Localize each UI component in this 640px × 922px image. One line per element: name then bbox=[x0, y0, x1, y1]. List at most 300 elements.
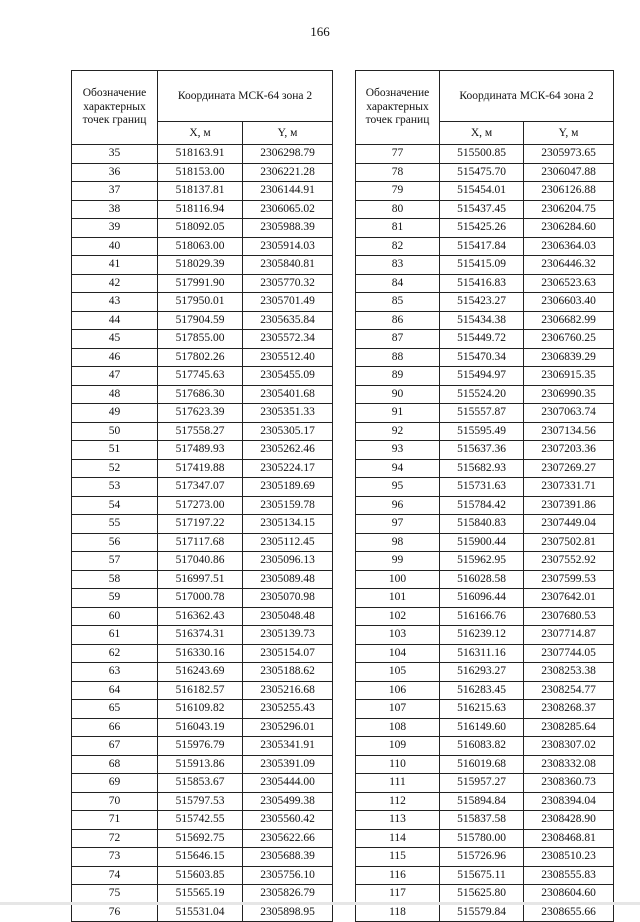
y-coordinate-cell: 2307391.86 bbox=[524, 496, 614, 515]
coord-system-header: Координата МСК-64 зона 2 bbox=[440, 71, 614, 122]
y-coordinate-cell: 2305296.01 bbox=[243, 718, 333, 737]
point-number-cell: 46 bbox=[72, 348, 158, 367]
table-row bbox=[72, 737, 333, 756]
y-coordinate-cell: 2307063.74 bbox=[524, 404, 614, 423]
y-coordinate-cell: 2305134.15 bbox=[243, 515, 333, 534]
table-row bbox=[356, 256, 614, 275]
point-number-cell: 96 bbox=[356, 496, 440, 515]
x-coordinate-cell: 515425.26 bbox=[440, 219, 524, 238]
y-coordinate-cell: 2307134.56 bbox=[524, 422, 614, 441]
table-row bbox=[72, 515, 333, 534]
y-coordinate-cell: 2306446.32 bbox=[524, 256, 614, 275]
y-coordinate-cell: 2307642.01 bbox=[524, 589, 614, 608]
table-row bbox=[356, 145, 614, 164]
x-coordinate-cell: 517273.00 bbox=[158, 496, 243, 515]
y-coordinate-cell: 2305189.69 bbox=[243, 478, 333, 497]
point-number-cell: 63 bbox=[72, 663, 158, 682]
y-coordinate-cell: 2306760.25 bbox=[524, 330, 614, 349]
y-coordinate-cell: 2306839.29 bbox=[524, 348, 614, 367]
table-row bbox=[356, 700, 614, 719]
y-coordinate-cell: 2305756.10 bbox=[243, 866, 333, 885]
x-coordinate-cell: 515900.44 bbox=[440, 533, 524, 552]
table-row bbox=[356, 219, 614, 238]
x-coordinate-cell: 515646.15 bbox=[158, 848, 243, 867]
y-coordinate-cell: 2305688.39 bbox=[243, 848, 333, 867]
x-coordinate-cell: 515726.96 bbox=[440, 848, 524, 867]
point-number-cell: 111 bbox=[356, 774, 440, 793]
point-number-cell: 83 bbox=[356, 256, 440, 275]
y-coordinate-cell: 2306126.88 bbox=[524, 182, 614, 201]
table-row bbox=[72, 885, 333, 904]
table-row bbox=[72, 293, 333, 312]
x-coordinate-cell: 517489.93 bbox=[158, 441, 243, 460]
x-coordinate-cell: 515682.93 bbox=[440, 459, 524, 478]
table-row bbox=[72, 330, 333, 349]
x-coordinate-cell: 517040.86 bbox=[158, 552, 243, 571]
table-row bbox=[356, 903, 614, 922]
y-coordinate-cell: 2307331.71 bbox=[524, 478, 614, 497]
point-column-header: Обозначение характерных точек границ bbox=[72, 71, 158, 145]
x-coordinate-cell: 515494.97 bbox=[440, 367, 524, 386]
y-coordinate-cell: 2306990.35 bbox=[524, 385, 614, 404]
table-row bbox=[356, 459, 614, 478]
table-row bbox=[72, 478, 333, 497]
table-row bbox=[72, 700, 333, 719]
y-coordinate-cell: 2305560.42 bbox=[243, 811, 333, 830]
table-row bbox=[356, 348, 614, 367]
x-coordinate-cell: 515957.27 bbox=[440, 774, 524, 793]
x-coordinate-cell: 516362.43 bbox=[158, 607, 243, 626]
point-number-cell: 70 bbox=[72, 792, 158, 811]
point-number-cell: 88 bbox=[356, 348, 440, 367]
point-number-cell: 108 bbox=[356, 718, 440, 737]
x-coordinate-cell: 516374.31 bbox=[158, 626, 243, 645]
point-number-cell: 95 bbox=[356, 478, 440, 497]
y-coordinate-cell: 2305216.68 bbox=[243, 681, 333, 700]
y-coordinate-cell: 2308555.83 bbox=[524, 866, 614, 885]
table-row bbox=[356, 311, 614, 330]
y-coordinate-cell: 2308655.66 bbox=[524, 903, 614, 922]
table-row bbox=[356, 607, 614, 626]
y-coordinate-cell: 2306603.40 bbox=[524, 293, 614, 312]
table-row bbox=[72, 848, 333, 867]
y-coordinate-cell: 2306364.03 bbox=[524, 237, 614, 256]
y-coordinate-cell: 2308253.38 bbox=[524, 663, 614, 682]
x-coordinate-cell: 515595.49 bbox=[440, 422, 524, 441]
table-row bbox=[356, 885, 614, 904]
point-number-cell: 92 bbox=[356, 422, 440, 441]
point-number-cell: 109 bbox=[356, 737, 440, 756]
table-row bbox=[356, 866, 614, 885]
point-number-cell: 52 bbox=[72, 459, 158, 478]
table-row bbox=[356, 200, 614, 219]
y-coordinate-cell: 2308428.90 bbox=[524, 811, 614, 830]
point-number-cell: 71 bbox=[72, 811, 158, 830]
table-row bbox=[356, 422, 614, 441]
point-number-cell: 75 bbox=[72, 885, 158, 904]
y-coordinate-cell: 2305826.79 bbox=[243, 885, 333, 904]
table-row bbox=[72, 274, 333, 293]
page-number: 166 bbox=[310, 24, 330, 39]
point-number-cell: 94 bbox=[356, 459, 440, 478]
table-row bbox=[72, 755, 333, 774]
table-row bbox=[72, 829, 333, 848]
x-coordinate-cell: 516997.51 bbox=[158, 570, 243, 589]
table-row bbox=[72, 219, 333, 238]
point-number-cell: 115 bbox=[356, 848, 440, 867]
table-row bbox=[356, 533, 614, 552]
x-coordinate-cell: 515565.19 bbox=[158, 885, 243, 904]
y-coordinate-cell: 2305154.07 bbox=[243, 644, 333, 663]
table-row bbox=[356, 570, 614, 589]
y-coordinate-cell: 2308510.23 bbox=[524, 848, 614, 867]
point-number-cell: 45 bbox=[72, 330, 158, 349]
x-coordinate-cell: 515675.11 bbox=[440, 866, 524, 885]
table-row bbox=[356, 552, 614, 571]
table-row bbox=[356, 293, 614, 312]
y-column-header: Y, м bbox=[243, 122, 333, 145]
point-number-cell: 55 bbox=[72, 515, 158, 534]
y-coordinate-cell: 2306284.60 bbox=[524, 219, 614, 238]
x-coordinate-cell: 515557.87 bbox=[440, 404, 524, 423]
x-column-header: X, м bbox=[158, 122, 243, 145]
y-coordinate-cell: 2308254.77 bbox=[524, 681, 614, 700]
point-number-cell: 69 bbox=[72, 774, 158, 793]
table-row bbox=[356, 237, 614, 256]
x-coordinate-cell: 516283.45 bbox=[440, 681, 524, 700]
table-row bbox=[72, 626, 333, 645]
table-row bbox=[72, 441, 333, 460]
y-coordinate-cell: 2305914.03 bbox=[243, 237, 333, 256]
coordinates-table-right bbox=[355, 70, 614, 922]
x-coordinate-cell: 518153.00 bbox=[158, 163, 243, 182]
table-row bbox=[356, 441, 614, 460]
x-coordinate-cell: 515470.34 bbox=[440, 348, 524, 367]
y-coordinate-cell: 2305255.43 bbox=[243, 700, 333, 719]
x-coordinate-cell: 515579.84 bbox=[440, 903, 524, 922]
x-coordinate-cell: 518137.81 bbox=[158, 182, 243, 201]
y-coordinate-cell: 2306523.63 bbox=[524, 274, 614, 293]
x-coordinate-cell: 517419.88 bbox=[158, 459, 243, 478]
x-coordinate-cell: 516311.16 bbox=[440, 644, 524, 663]
y-coordinate-cell: 2308268.37 bbox=[524, 700, 614, 719]
table-row bbox=[356, 811, 614, 830]
y-coordinate-cell: 2306144.91 bbox=[243, 182, 333, 201]
table-row bbox=[72, 367, 333, 386]
y-coordinate-cell: 2305096.13 bbox=[243, 552, 333, 571]
point-number-cell: 64 bbox=[72, 681, 158, 700]
table-row bbox=[72, 237, 333, 256]
table-row bbox=[356, 663, 614, 682]
y-coordinate-cell: 2306915.35 bbox=[524, 367, 614, 386]
y-coordinate-cell: 2308307.02 bbox=[524, 737, 614, 756]
x-coordinate-cell: 515415.09 bbox=[440, 256, 524, 275]
table-row bbox=[72, 663, 333, 682]
point-number-cell: 48 bbox=[72, 385, 158, 404]
x-coordinate-cell: 515437.45 bbox=[440, 200, 524, 219]
point-number-cell: 51 bbox=[72, 441, 158, 460]
point-number-cell: 61 bbox=[72, 626, 158, 645]
x-coordinate-cell: 517855.00 bbox=[158, 330, 243, 349]
y-coordinate-cell: 2308468.81 bbox=[524, 829, 614, 848]
point-number-cell: 41 bbox=[72, 256, 158, 275]
point-number-cell: 62 bbox=[72, 644, 158, 663]
x-coordinate-cell: 515853.67 bbox=[158, 774, 243, 793]
y-coordinate-cell: 2305635.84 bbox=[243, 311, 333, 330]
point-number-cell: 80 bbox=[356, 200, 440, 219]
point-number-cell: 84 bbox=[356, 274, 440, 293]
point-number-cell: 60 bbox=[72, 607, 158, 626]
x-coordinate-cell: 518063.00 bbox=[158, 237, 243, 256]
y-coordinate-cell: 2305159.78 bbox=[243, 496, 333, 515]
x-coordinate-cell: 517991.90 bbox=[158, 274, 243, 293]
x-coordinate-cell: 516243.69 bbox=[158, 663, 243, 682]
x-coordinate-cell: 518163.91 bbox=[158, 145, 243, 164]
x-coordinate-cell: 515500.85 bbox=[440, 145, 524, 164]
point-number-cell: 99 bbox=[356, 552, 440, 571]
x-coordinate-cell: 515423.27 bbox=[440, 293, 524, 312]
point-number-cell: 38 bbox=[72, 200, 158, 219]
y-coordinate-cell: 2308360.73 bbox=[524, 774, 614, 793]
point-number-cell: 35 bbox=[72, 145, 158, 164]
y-coordinate-cell: 2307680.53 bbox=[524, 607, 614, 626]
y-coordinate-cell: 2305089.48 bbox=[243, 570, 333, 589]
point-number-cell: 104 bbox=[356, 644, 440, 663]
point-number-cell: 58 bbox=[72, 570, 158, 589]
y-coordinate-cell: 2305499.38 bbox=[243, 792, 333, 811]
y-coordinate-cell: 2307502.81 bbox=[524, 533, 614, 552]
x-coordinate-cell: 515475.70 bbox=[440, 163, 524, 182]
point-number-cell: 79 bbox=[356, 182, 440, 201]
y-coordinate-cell: 2305305.17 bbox=[243, 422, 333, 441]
y-coordinate-cell: 2305973.65 bbox=[524, 145, 614, 164]
point-number-cell: 72 bbox=[72, 829, 158, 848]
table-row bbox=[72, 256, 333, 275]
point-number-cell: 107 bbox=[356, 700, 440, 719]
point-number-cell: 93 bbox=[356, 441, 440, 460]
x-coordinate-cell: 517347.07 bbox=[158, 478, 243, 497]
table-row bbox=[72, 496, 333, 515]
x-coordinate-cell: 515692.75 bbox=[158, 829, 243, 848]
table-row bbox=[356, 774, 614, 793]
table-row bbox=[72, 533, 333, 552]
y-coordinate-cell: 2305139.73 bbox=[243, 626, 333, 645]
point-number-cell: 53 bbox=[72, 478, 158, 497]
x-coordinate-cell: 516166.76 bbox=[440, 607, 524, 626]
table-row bbox=[72, 644, 333, 663]
table-row bbox=[356, 478, 614, 497]
x-coordinate-cell: 515962.95 bbox=[440, 552, 524, 571]
x-coordinate-cell: 517802.26 bbox=[158, 348, 243, 367]
y-coordinate-cell: 2305262.46 bbox=[243, 441, 333, 460]
y-coordinate-cell: 2308604.60 bbox=[524, 885, 614, 904]
point-number-cell: 74 bbox=[72, 866, 158, 885]
y-coordinate-cell: 2305188.62 bbox=[243, 663, 333, 682]
table-row bbox=[356, 515, 614, 534]
y-coordinate-cell: 2308332.08 bbox=[524, 755, 614, 774]
point-number-cell: 82 bbox=[356, 237, 440, 256]
y-coordinate-cell: 2305898.95 bbox=[243, 903, 333, 922]
x-coordinate-cell: 515531.04 bbox=[158, 903, 243, 922]
x-coordinate-cell: 516330.16 bbox=[158, 644, 243, 663]
table-row bbox=[356, 718, 614, 737]
point-number-cell: 86 bbox=[356, 311, 440, 330]
table-row bbox=[356, 274, 614, 293]
y-coordinate-cell: 2305622.66 bbox=[243, 829, 333, 848]
table-row bbox=[72, 422, 333, 441]
y-coordinate-cell: 2305224.17 bbox=[243, 459, 333, 478]
x-coordinate-cell: 516149.60 bbox=[440, 718, 524, 737]
y-coordinate-cell: 2305572.34 bbox=[243, 330, 333, 349]
point-number-cell: 89 bbox=[356, 367, 440, 386]
point-number-cell: 54 bbox=[72, 496, 158, 515]
point-number-cell: 49 bbox=[72, 404, 158, 423]
y-coordinate-cell: 2305351.33 bbox=[243, 404, 333, 423]
point-number-cell: 39 bbox=[72, 219, 158, 238]
point-number-cell: 87 bbox=[356, 330, 440, 349]
point-number-cell: 110 bbox=[356, 755, 440, 774]
y-coordinate-cell: 2307552.92 bbox=[524, 552, 614, 571]
point-number-cell: 50 bbox=[72, 422, 158, 441]
point-number-cell: 103 bbox=[356, 626, 440, 645]
point-number-cell: 118 bbox=[356, 903, 440, 922]
table-row bbox=[356, 163, 614, 182]
table-row bbox=[356, 404, 614, 423]
table-row bbox=[72, 163, 333, 182]
x-coordinate-cell: 515797.53 bbox=[158, 792, 243, 811]
point-number-cell: 105 bbox=[356, 663, 440, 682]
x-coordinate-cell: 515603.85 bbox=[158, 866, 243, 885]
point-number-cell: 73 bbox=[72, 848, 158, 867]
table-row bbox=[72, 866, 333, 885]
point-number-cell: 67 bbox=[72, 737, 158, 756]
x-coordinate-cell: 517197.22 bbox=[158, 515, 243, 534]
point-number-cell: 90 bbox=[356, 385, 440, 404]
x-coordinate-cell: 517623.39 bbox=[158, 404, 243, 423]
x-coordinate-cell: 516293.27 bbox=[440, 663, 524, 682]
x-coordinate-cell: 517745.63 bbox=[158, 367, 243, 386]
coordinates-table-left bbox=[71, 70, 333, 922]
table-row bbox=[72, 718, 333, 737]
y-coordinate-cell: 2306298.79 bbox=[243, 145, 333, 164]
x-coordinate-cell: 518029.39 bbox=[158, 256, 243, 275]
x-coordinate-cell: 517558.27 bbox=[158, 422, 243, 441]
y-column-header: Y, м bbox=[524, 122, 614, 145]
table-row bbox=[72, 811, 333, 830]
point-number-cell: 59 bbox=[72, 589, 158, 608]
y-coordinate-cell: 2307714.87 bbox=[524, 626, 614, 645]
table-row bbox=[72, 348, 333, 367]
x-coordinate-cell: 516028.58 bbox=[440, 570, 524, 589]
point-number-cell: 65 bbox=[72, 700, 158, 719]
table-row bbox=[72, 552, 333, 571]
x-coordinate-cell: 517117.68 bbox=[158, 533, 243, 552]
point-number-cell: 97 bbox=[356, 515, 440, 534]
x-coordinate-cell: 516182.57 bbox=[158, 681, 243, 700]
y-coordinate-cell: 2307449.04 bbox=[524, 515, 614, 534]
y-coordinate-cell: 2305401.68 bbox=[243, 385, 333, 404]
y-coordinate-cell: 2306065.02 bbox=[243, 200, 333, 219]
table-row bbox=[356, 496, 614, 515]
x-coordinate-cell: 516096.44 bbox=[440, 589, 524, 608]
y-coordinate-cell: 2305070.98 bbox=[243, 589, 333, 608]
table-row bbox=[356, 385, 614, 404]
table-row bbox=[356, 848, 614, 867]
y-coordinate-cell: 2305112.45 bbox=[243, 533, 333, 552]
point-number-cell: 100 bbox=[356, 570, 440, 589]
y-coordinate-cell: 2305444.00 bbox=[243, 774, 333, 793]
y-coordinate-cell: 2305048.48 bbox=[243, 607, 333, 626]
x-coordinate-cell: 517000.78 bbox=[158, 589, 243, 608]
table-row bbox=[72, 774, 333, 793]
table-row bbox=[72, 903, 333, 922]
table-row bbox=[72, 570, 333, 589]
point-number-cell: 114 bbox=[356, 829, 440, 848]
point-number-cell: 113 bbox=[356, 811, 440, 830]
table-row bbox=[356, 681, 614, 700]
y-coordinate-cell: 2305391.09 bbox=[243, 755, 333, 774]
table-row bbox=[72, 145, 333, 164]
y-coordinate-cell: 2305701.49 bbox=[243, 293, 333, 312]
x-coordinate-cell: 515780.00 bbox=[440, 829, 524, 848]
table-row bbox=[356, 589, 614, 608]
x-coordinate-cell: 517686.30 bbox=[158, 385, 243, 404]
point-number-cell: 44 bbox=[72, 311, 158, 330]
x-coordinate-cell: 515742.55 bbox=[158, 811, 243, 830]
x-coordinate-cell: 515416.83 bbox=[440, 274, 524, 293]
table-row bbox=[72, 589, 333, 608]
point-number-cell: 91 bbox=[356, 404, 440, 423]
x-coordinate-cell: 515449.72 bbox=[440, 330, 524, 349]
table-row bbox=[356, 829, 614, 848]
y-coordinate-cell: 2306682.99 bbox=[524, 311, 614, 330]
table-row bbox=[72, 311, 333, 330]
point-number-cell: 47 bbox=[72, 367, 158, 386]
y-coordinate-cell: 2307269.27 bbox=[524, 459, 614, 478]
y-coordinate-cell: 2306047.88 bbox=[524, 163, 614, 182]
table-row bbox=[72, 404, 333, 423]
x-coordinate-cell: 517950.01 bbox=[158, 293, 243, 312]
table-row bbox=[356, 367, 614, 386]
table-row bbox=[356, 792, 614, 811]
y-coordinate-cell: 2305840.81 bbox=[243, 256, 333, 275]
x-coordinate-cell: 518092.05 bbox=[158, 219, 243, 238]
y-coordinate-cell: 2306221.28 bbox=[243, 163, 333, 182]
table-row bbox=[356, 644, 614, 663]
x-coordinate-cell: 515454.01 bbox=[440, 182, 524, 201]
x-coordinate-cell: 516019.68 bbox=[440, 755, 524, 774]
y-coordinate-cell: 2305770.32 bbox=[243, 274, 333, 293]
x-coordinate-cell: 515625.80 bbox=[440, 885, 524, 904]
table-row bbox=[356, 182, 614, 201]
x-coordinate-cell: 516083.82 bbox=[440, 737, 524, 756]
point-number-cell: 101 bbox=[356, 589, 440, 608]
x-coordinate-cell: 516109.82 bbox=[158, 700, 243, 719]
point-number-cell: 117 bbox=[356, 885, 440, 904]
x-coordinate-cell: 515434.38 bbox=[440, 311, 524, 330]
point-number-cell: 81 bbox=[356, 219, 440, 238]
coord-system-header: Координата МСК-64 зона 2 bbox=[158, 71, 333, 122]
point-number-cell: 36 bbox=[72, 163, 158, 182]
x-coordinate-cell: 516215.63 bbox=[440, 700, 524, 719]
point-number-cell: 85 bbox=[356, 293, 440, 312]
table-row bbox=[72, 459, 333, 478]
y-coordinate-cell: 2308394.04 bbox=[524, 792, 614, 811]
y-coordinate-cell: 2305455.09 bbox=[243, 367, 333, 386]
y-coordinate-cell: 2305988.39 bbox=[243, 219, 333, 238]
point-number-cell: 112 bbox=[356, 792, 440, 811]
x-coordinate-cell: 515840.83 bbox=[440, 515, 524, 534]
